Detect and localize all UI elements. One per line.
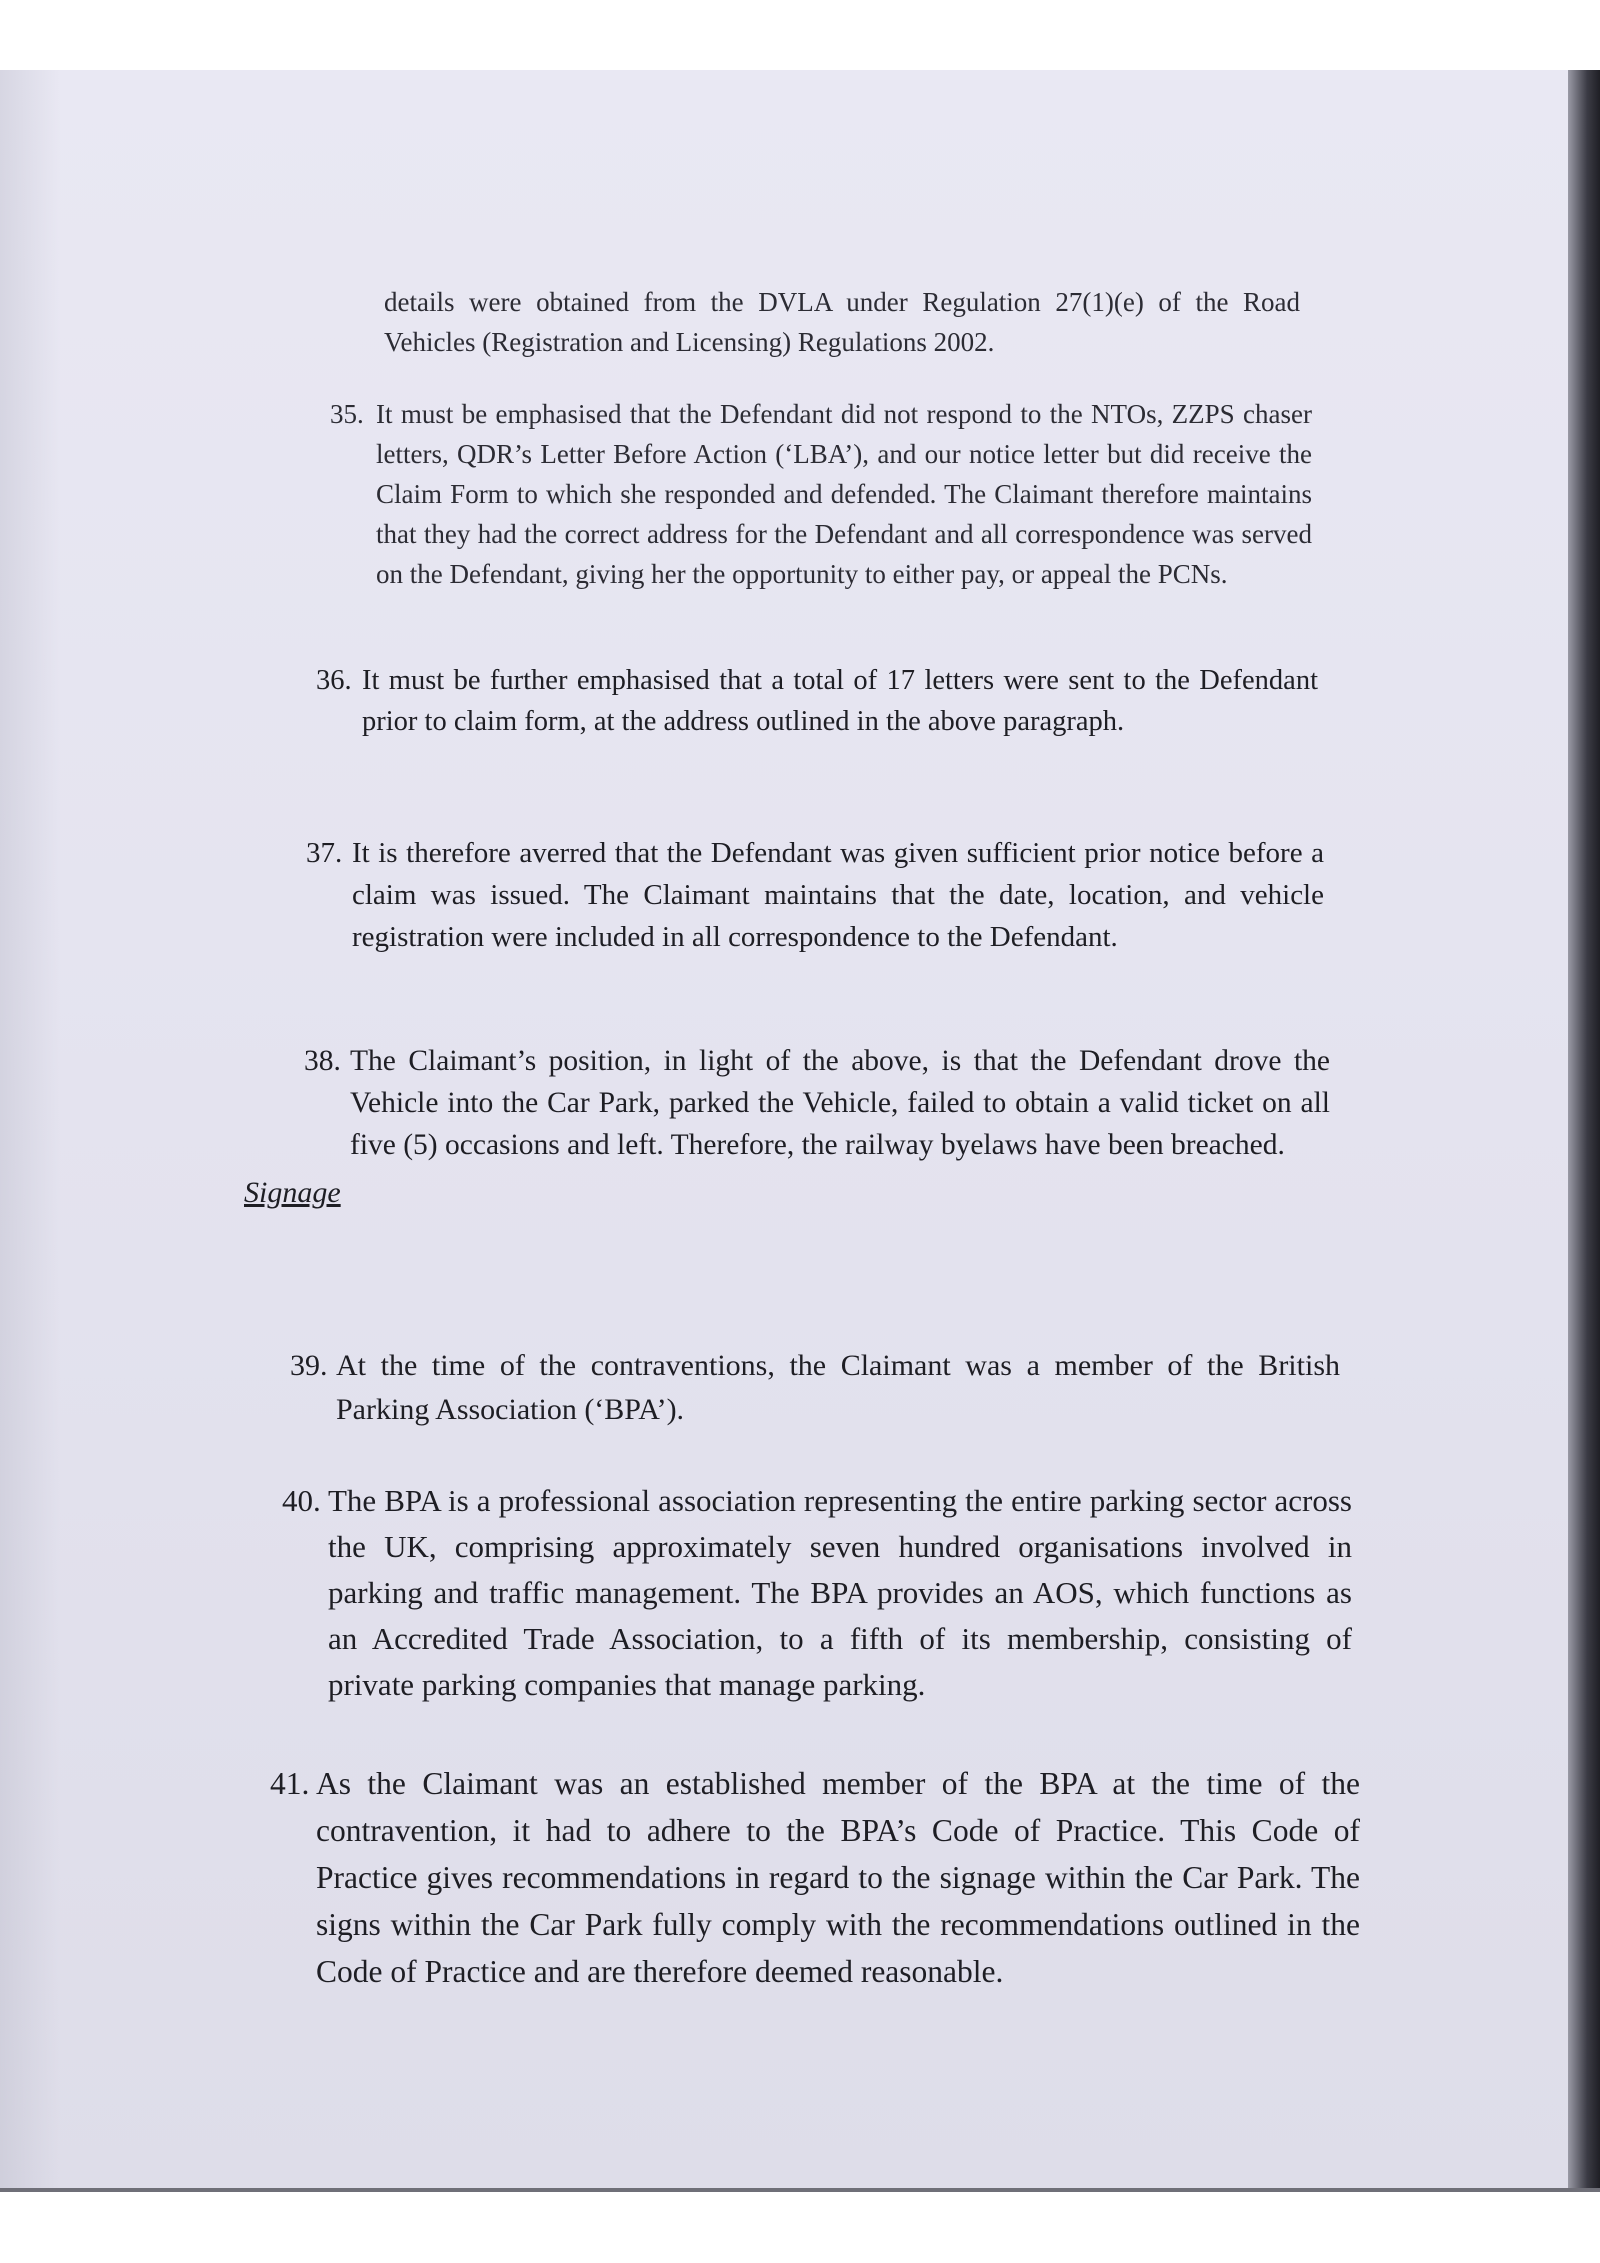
paragraph-number: 41.: [270, 1766, 310, 1801]
page-shadow: [0, 70, 60, 2192]
section-heading-signage: Signage: [244, 1176, 341, 1209]
continuation-body: details were obtained from the DVLA under Regulation 27(1)(e) of the Road Vehicles (Registration and Licensing) Regulations 2002.: [384, 287, 1300, 357]
paragraph-number: 38.: [304, 1045, 341, 1077]
paragraph-body: It must be emphasised that the Defendant did not respond to the NTOs, ZZPS chaser letters, QDR’s Letter Before Action (‘LBA’), and our notice letter but did receive the Claim Form to which she responded and defended. The Claimant therefore maintains that they had the correct address for the Defendant and all correspondence was served on the Defendant, giving her the opportunity to either pay, or appeal the PCNs.: [376, 399, 1312, 589]
paragraph-39: [290, 1344, 1340, 1432]
paragraph-36: [316, 660, 1318, 742]
continuation-text: [384, 282, 1300, 362]
paragraph-38: [304, 1040, 1330, 1166]
paragraph-number: 35.: [330, 399, 364, 429]
paragraph-number: 37.: [306, 837, 343, 869]
page-edge: [1568, 70, 1600, 2192]
paragraph-body: At the time of the contraventions, the Claimant was a member of the British Parking Association (‘BPA’).: [336, 1349, 1340, 1426]
paragraph-body: The Claimant’s position, in light of the above, is that the Defendant drove the Vehicle into the Car Park, parked the Vehicle, failed to obtain a valid ticket on all five (5) occasions and left. Therefore, the railway byelaws have been breached.: [350, 1045, 1330, 1161]
paragraph-number: 39.: [290, 1349, 328, 1382]
paragraph-number: 36.: [316, 665, 352, 696]
paragraph-number: 40.: [282, 1483, 321, 1518]
paragraph-35: [330, 394, 1312, 594]
paragraph-body: As the Claimant was an established member of the BPA at the time of the contravention, it had to adhere to the BPA’s Code of Practice. This Code of Practice gives recommendations in regard to the signage within the Car Park. The signs within the Car Park fully comply with the recommendations outlined in the Code of Practice and are therefore deemed reasonable.: [316, 1766, 1360, 1989]
paragraph-body: It must be further emphasised that a total of 17 letters were sent to the Defendant prior to claim form, at the address outlined in the above paragraph.: [362, 665, 1318, 737]
paragraph-37: [306, 832, 1324, 958]
paragraph-body: The BPA is a professional association representing the entire parking sector across the UK, comprising approximately seven hundred organisations involved in parking and traffic management. The BPA provides an AOS, which functions as an Accredited Trade Association, to a fifth of its membership, consisting of private parking companies that manage parking.: [328, 1483, 1352, 1702]
paragraph-41: [270, 1760, 1360, 1995]
paragraph-body: It is therefore averred that the Defendant was given sufficient prior notice before a claim was issued. The Claimant maintains that the date, location, and vehicle registration were included in all correspondence to the Defendant.: [352, 837, 1324, 953]
page-bottom-edge: [0, 2188, 1600, 2192]
paragraph-40: [282, 1478, 1352, 1708]
